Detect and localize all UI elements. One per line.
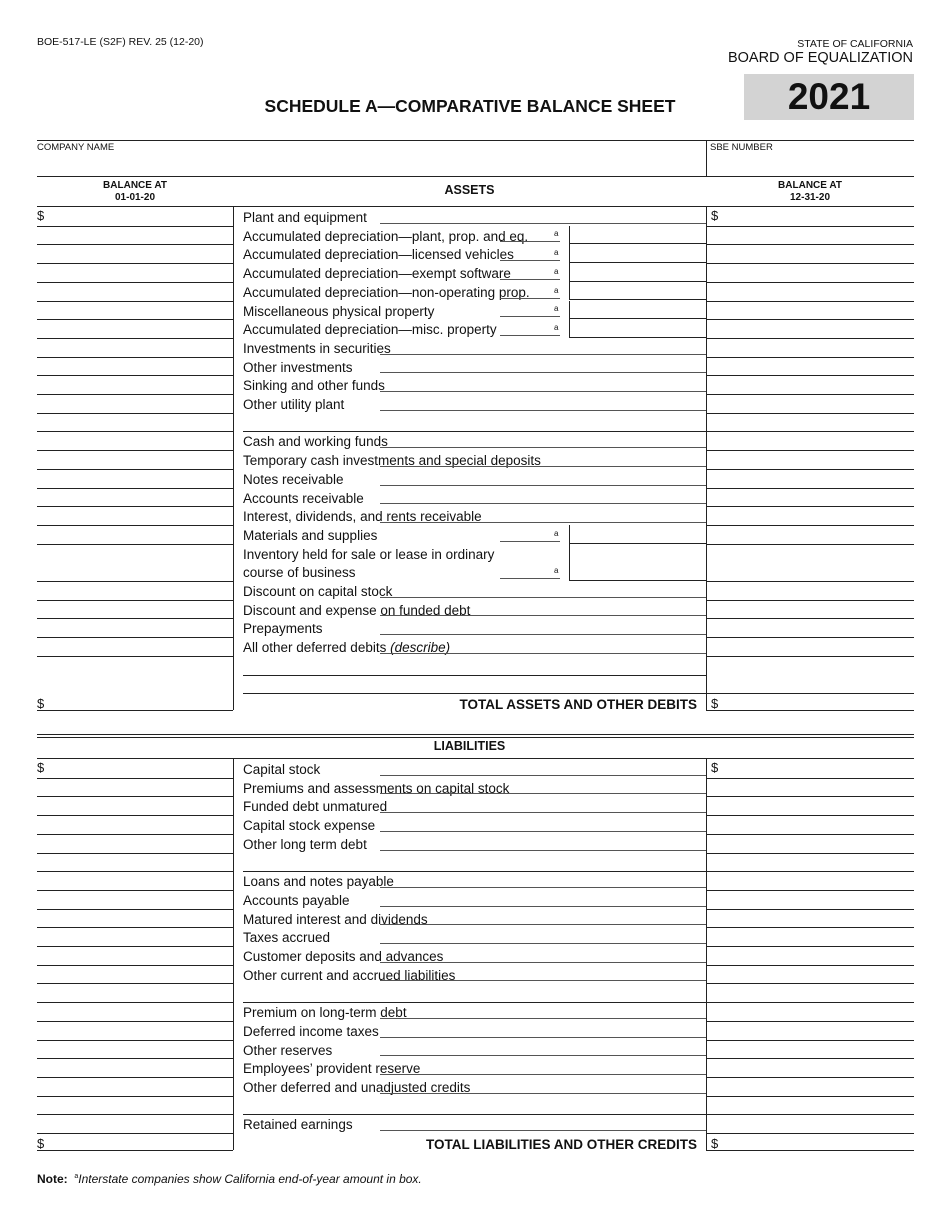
row-label: Other deferred and unadjusted credits: [243, 1079, 471, 1095]
row-label-italic: (describe): [390, 640, 451, 656]
begin-balance-line: [37, 1096, 233, 1097]
leader-line: [380, 962, 706, 963]
form-number: BOE-517-LE (S2F) REV. 25 (12-20): [37, 36, 204, 48]
balance-header-date: 12-31-20: [789, 191, 831, 203]
row-label-cont: course of business: [243, 565, 356, 581]
row-label: Other reserves: [243, 1042, 333, 1058]
leader-line: [380, 812, 706, 813]
begin-balance-field[interactable]: [37, 778, 233, 797]
interstate-amount-box[interactable]: [569, 244, 706, 263]
begin-balance-field[interactable]: [37, 263, 233, 282]
row-label: Miscellaneous physical property: [243, 303, 435, 319]
begin-balance-field[interactable]: [37, 834, 233, 853]
end-balance-field[interactable]: [706, 909, 914, 928]
begin-balance-field[interactable]: [37, 319, 233, 338]
superscript-a: a: [554, 304, 559, 314]
end-balance-field[interactable]: [706, 600, 914, 619]
end-balance-field[interactable]: [706, 1058, 914, 1077]
begin-balance-field[interactable]: [37, 525, 233, 544]
begin-balance-line: [37, 853, 233, 854]
leader-line: [380, 503, 706, 504]
sbe-number-label: SBE NUMBER: [710, 142, 773, 153]
begin-balance-field[interactable]: [37, 909, 233, 928]
row-label: Retained earnings: [243, 1117, 353, 1133]
divider: [37, 140, 914, 141]
leader-line: [380, 906, 706, 907]
dollar-sign: $: [37, 760, 45, 775]
row-label: Prepayments: [243, 621, 323, 637]
row-label: Discount and expense on funded debt: [243, 602, 471, 618]
leader-line: [500, 316, 560, 317]
end-balance-field[interactable]: [706, 581, 914, 600]
end-balance-line: [706, 1096, 914, 1097]
begin-balance-line: [37, 656, 233, 657]
total-begin-field[interactable]: [37, 695, 233, 710]
superscript-a: a: [554, 528, 559, 538]
end-balance-field[interactable]: [706, 890, 914, 909]
agency-name: BOARD OF EQUALIZATION: [727, 50, 913, 66]
leader-line: [380, 522, 706, 523]
end-balance-field[interactable]: [706, 431, 914, 450]
end-balance-field[interactable]: [706, 207, 914, 226]
divider: [37, 734, 914, 735]
row-label: Accumulated depreciation—non-operating prop.: [243, 284, 530, 300]
note-superscript: a: [74, 1173, 79, 1180]
begin-balance-line: [37, 1133, 233, 1134]
total-end-line: [706, 710, 914, 711]
end-balance-line: [706, 413, 914, 414]
begin-balance-field[interactable]: [37, 1077, 233, 1096]
begin-balance-field[interactable]: [37, 871, 233, 890]
end-balance-field[interactable]: [706, 488, 914, 507]
begin-balance-field[interactable]: [37, 946, 233, 965]
end-balance-field[interactable]: [706, 637, 914, 656]
leader-line: [380, 372, 706, 373]
footnote: [37, 1172, 422, 1186]
column-separator: [233, 207, 234, 710]
blank-line: [243, 1002, 706, 1003]
interstate-amount-box[interactable]: [569, 319, 706, 338]
leader-line: [380, 793, 706, 794]
total-end-line: [706, 1150, 914, 1151]
balance-header-line1: BALANCE AT: [778, 180, 842, 191]
leader-line: [380, 1093, 706, 1094]
total-end-field[interactable]: [706, 1135, 914, 1150]
blank-line: [243, 1114, 706, 1115]
leader-line: [380, 223, 706, 224]
blank-line: [243, 431, 706, 432]
row-label: Temporary cash investments and special deposits: [243, 453, 541, 469]
end-balance-field[interactable]: [706, 226, 914, 245]
row-label: Accumulated depreciation—plant, prop. and eq.: [243, 228, 529, 244]
superscript-a: a: [554, 285, 559, 295]
begin-balance-field[interactable]: [37, 815, 233, 834]
leader-line: [380, 597, 706, 598]
leader-line: [380, 447, 706, 448]
leader-line: [500, 578, 560, 579]
begin-balance-field[interactable]: [37, 759, 233, 778]
end-balance-line: [706, 853, 914, 854]
begin-balance-field[interactable]: [37, 207, 233, 226]
begin-balance-field[interactable]: [37, 450, 233, 469]
begin-balance-line: [37, 983, 233, 984]
form-year: 2021: [744, 74, 914, 120]
row-label: Accumulated depreciation—misc. property: [243, 322, 497, 338]
row-label-text: All other deferred debits: [243, 640, 391, 656]
end-balance-line: [706, 656, 914, 657]
balance-header-line1: BALANCE AT: [103, 180, 167, 191]
row-label: Matured interest and dividends: [243, 911, 428, 927]
end-balance-field[interactable]: [706, 394, 914, 413]
end-balance-field[interactable]: [706, 525, 914, 544]
leader-line: [380, 924, 706, 925]
row-label: Premium on long-term debt: [243, 1005, 407, 1021]
page-title: SCHEDULE A—COMPARATIVE BALANCE SHEET: [264, 96, 676, 116]
leader-line: [500, 298, 560, 299]
end-balance-field[interactable]: [706, 506, 914, 525]
begin-balance-field[interactable]: [37, 1021, 233, 1040]
total-label: TOTAL ASSETS AND OTHER DEBITS: [459, 697, 697, 712]
describe-line: [243, 693, 706, 694]
end-balance-field[interactable]: [706, 375, 914, 394]
row-label: Investments in securities: [243, 340, 391, 356]
dollar-sign: $: [711, 760, 719, 775]
leader-line: [380, 943, 706, 944]
leader-line: [380, 1074, 706, 1075]
begin-balance-line: [37, 413, 233, 414]
leader-line: [380, 1055, 706, 1056]
end-balance-field[interactable]: [706, 965, 914, 984]
row-label: Accumulated depreciation—licensed vehicles: [243, 247, 514, 263]
leader-line: [380, 831, 706, 832]
begin-balance-field[interactable]: [37, 506, 233, 525]
end-balance-field[interactable]: [706, 544, 914, 581]
row-label: Sinking and other funds: [243, 378, 385, 394]
row-label: Other long term debt: [243, 836, 367, 852]
divider: [37, 176, 914, 177]
total-begin-line: [37, 1150, 233, 1151]
begin-balance-field[interactable]: [37, 1002, 233, 1021]
row-label: Taxes accrued: [243, 930, 331, 946]
end-balance-field[interactable]: [706, 927, 914, 946]
total-begin-field[interactable]: [37, 1135, 233, 1150]
begin-balance-field[interactable]: [37, 796, 233, 815]
divider: [706, 140, 707, 176]
leader-line: [380, 980, 706, 981]
begin-balance-field[interactable]: [37, 431, 233, 450]
dollar-sign: $: [37, 696, 45, 711]
row-label: Other investments: [243, 359, 353, 375]
interstate-amount-box[interactable]: [569, 525, 706, 544]
begin-balance-field[interactable]: [37, 1040, 233, 1059]
superscript-a: a: [554, 248, 559, 258]
begin-balance-field[interactable]: [37, 394, 233, 413]
state-name: STATE OF CALIFORNIA: [797, 38, 913, 50]
leader-line: [500, 260, 560, 261]
begin-balance-field[interactable]: [37, 1058, 233, 1077]
begin-balance-field[interactable]: [37, 282, 233, 301]
superscript-a: a: [554, 266, 559, 276]
dollar-sign: $: [711, 1136, 719, 1151]
leader-line: [380, 653, 706, 654]
row-label: Accounts payable: [243, 892, 350, 908]
note-text: Interstate companies show California end-of-year amount in box.: [78, 1172, 422, 1186]
begin-balance-field[interactable]: [37, 890, 233, 909]
dollar-sign: $: [37, 208, 45, 223]
row-label: Capital stock: [243, 762, 321, 777]
row-label: Employees’ provident reserve: [243, 1061, 421, 1077]
row-label: Plant and equipment: [243, 210, 367, 225]
leader-line: [380, 850, 706, 851]
begin-balance-field[interactable]: [37, 469, 233, 488]
balance-end-header: [706, 180, 914, 203]
row-label: Other utility plant: [243, 397, 345, 412]
begin-balance-field[interactable]: [37, 1114, 233, 1133]
interstate-amount-box[interactable]: [569, 301, 706, 320]
begin-balance-field[interactable]: [37, 637, 233, 656]
leader-line: [500, 541, 560, 542]
leader-line: [380, 775, 706, 776]
total-end-field[interactable]: [706, 695, 914, 710]
dollar-sign: $: [711, 208, 719, 223]
row-label: Inventory held for sale or lease in ordinary: [243, 546, 495, 562]
end-balance-field[interactable]: [706, 618, 914, 637]
column-separator: [233, 759, 234, 1150]
begin-balance-field[interactable]: [37, 357, 233, 376]
divider: [37, 737, 914, 738]
describe-line: [243, 675, 706, 676]
row-label: Funded debt unmatured: [243, 799, 388, 815]
leader-line: [500, 241, 560, 242]
end-balance-field[interactable]: [706, 871, 914, 890]
superscript-a: a: [554, 566, 559, 575]
note-label: Note:: [37, 1172, 68, 1186]
leader-line: [380, 634, 706, 635]
superscript-a: a: [554, 322, 559, 332]
blank-line: [243, 871, 706, 872]
row-label: Capital stock expense: [243, 818, 376, 834]
row-label: Deferred income taxes: [243, 1023, 379, 1039]
begin-balance-field[interactable]: [37, 600, 233, 619]
row-label: Accumulated depreciation—exempt software: [243, 266, 511, 282]
row-label: Premiums and assessments on capital stock: [243, 780, 510, 796]
row-label: Loans and notes payable: [243, 874, 394, 890]
row-label: Notes receivable: [243, 471, 344, 487]
begin-balance-field[interactable]: [37, 488, 233, 507]
begin-balance-field[interactable]: [37, 301, 233, 320]
begin-balance-field[interactable]: [37, 244, 233, 263]
end-balance-field[interactable]: [706, 450, 914, 469]
dollar-sign: $: [711, 696, 719, 711]
row-label: Customer deposits and advances: [243, 949, 444, 964]
end-balance-field[interactable]: [706, 796, 914, 815]
end-balance-field[interactable]: [706, 263, 914, 282]
end-balance-field[interactable]: [706, 1002, 914, 1021]
leader-line: [380, 887, 706, 888]
leader-line: [380, 485, 706, 486]
begin-balance-field[interactable]: [37, 618, 233, 637]
end-balance-field[interactable]: [706, 946, 914, 965]
company-name-label: COMPANY NAME: [37, 142, 115, 153]
end-balance-line: [706, 983, 914, 984]
end-balance-line: [706, 1133, 914, 1134]
leader-line: [380, 466, 706, 467]
balance-begin-header: [37, 180, 233, 203]
begin-balance-field[interactable]: [37, 338, 233, 357]
leader-line: [380, 1018, 706, 1019]
column-separator: [706, 207, 707, 710]
superscript-a: a: [554, 229, 559, 239]
end-balance-field[interactable]: [706, 301, 914, 320]
dollar-sign: $: [37, 1136, 45, 1151]
end-balance-field[interactable]: [706, 1040, 914, 1059]
leader-line: [380, 410, 706, 411]
assets-header: ASSETS: [444, 183, 495, 197]
company-name-field[interactable]: [37, 152, 702, 174]
end-balance-field[interactable]: [706, 1114, 914, 1133]
interstate-amount-box[interactable]: [569, 263, 706, 282]
leader-line: [380, 1130, 706, 1131]
row-label: Discount on capital stock: [243, 584, 393, 599]
interstate-amount-box[interactable]: [569, 226, 706, 245]
end-balance-field[interactable]: [706, 244, 914, 263]
leader-line: [380, 1037, 706, 1038]
end-balance-field[interactable]: [706, 469, 914, 488]
end-balance-field[interactable]: [706, 1077, 914, 1096]
begin-balance-field[interactable]: [37, 544, 233, 581]
begin-balance-field[interactable]: [37, 226, 233, 245]
end-balance-field[interactable]: [706, 815, 914, 834]
total-begin-line: [37, 710, 233, 711]
begin-balance-field[interactable]: [37, 375, 233, 394]
end-balance-field[interactable]: [706, 834, 914, 853]
end-balance-field[interactable]: [706, 1021, 914, 1040]
begin-balance-field[interactable]: [37, 581, 233, 600]
end-balance-field[interactable]: [706, 759, 914, 778]
liabilities-header: LIABILITIES: [433, 739, 506, 753]
row-label: Accounts receivable: [243, 490, 364, 506]
balance-header-date: 01-01-20: [114, 191, 156, 203]
row-label: Materials and supplies: [243, 527, 378, 543]
leader-line: [380, 391, 706, 392]
end-balance-field[interactable]: [706, 357, 914, 376]
interstate-amount-box[interactable]: [569, 282, 706, 301]
end-balance-field[interactable]: [706, 338, 914, 357]
sbe-number-field[interactable]: [710, 152, 910, 174]
leader-line: [380, 354, 706, 355]
begin-balance-field[interactable]: [37, 927, 233, 946]
leader-line: [500, 335, 560, 336]
row-label: Cash and working funds: [243, 434, 388, 450]
leader-line: [500, 279, 560, 280]
row-label: Interest, dividends, and rents receivable: [243, 509, 482, 525]
begin-balance-field[interactable]: [37, 965, 233, 984]
interstate-amount-box[interactable]: [569, 544, 706, 581]
column-separator: [706, 759, 707, 1150]
end-balance-field[interactable]: [706, 778, 914, 797]
row-label: Other current and accrued liabilities: [243, 967, 456, 983]
total-label: TOTAL LIABILITIES AND OTHER CREDITS: [425, 1137, 697, 1152]
end-balance-field[interactable]: [706, 319, 914, 338]
end-balance-field[interactable]: [706, 282, 914, 301]
leader-line: [380, 615, 706, 616]
